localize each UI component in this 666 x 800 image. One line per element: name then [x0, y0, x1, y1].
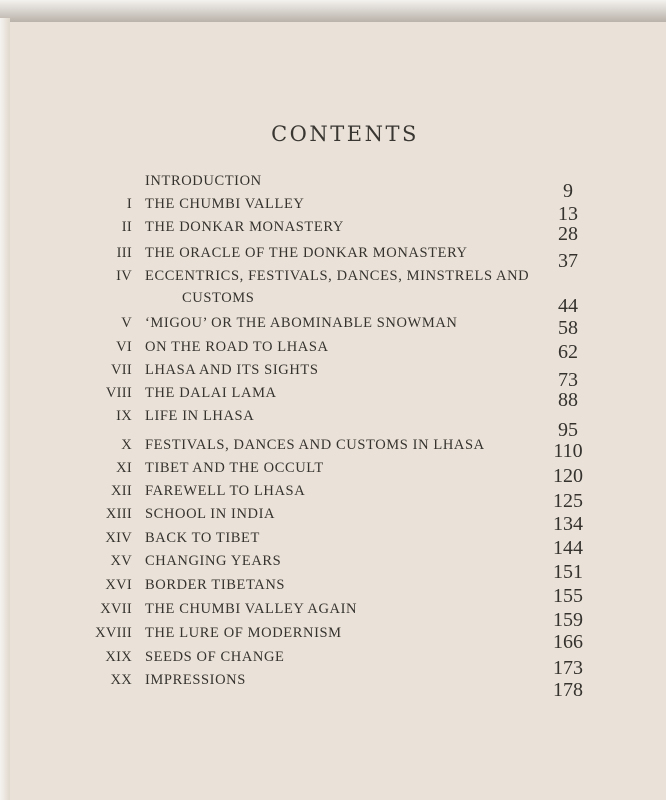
page-number: 9 [563, 180, 573, 202]
toc-entry [0, 506, 666, 535]
page-number: 28 [558, 223, 578, 245]
toc-entry [0, 196, 666, 225]
chapter-number: IX [116, 408, 132, 424]
page-top-shadow [0, 0, 666, 22]
toc-entry [0, 339, 666, 363]
toc-entry [0, 483, 666, 512]
chapter-title: CHANGING YEARS [145, 553, 282, 569]
toc-entry [0, 385, 666, 409]
toc-entry [0, 601, 666, 631]
chapter-number: X [121, 437, 132, 453]
page-number: 151 [553, 561, 583, 583]
page-number: 73 [558, 369, 578, 391]
page-number: 110 [553, 440, 583, 462]
page-number: 173 [553, 657, 583, 679]
page-number: 95 [558, 419, 578, 441]
chapter-title: THE ORACLE OF THE DONKAR MONASTERY [145, 245, 468, 261]
chapter-number: XIX [105, 649, 132, 665]
chapter-title: SCHOOL IN INDIA [145, 506, 276, 522]
chapter-title: BACK TO TIBET [145, 530, 260, 546]
chapter-title: LHASA AND ITS SIGHTS [145, 362, 319, 378]
chapter-number: XIII [105, 506, 132, 522]
chapter-title: THE LURE OF MODERNISM [145, 625, 342, 641]
chapter-number: I [126, 196, 132, 212]
toc-entry [0, 649, 666, 679]
toc-entry [0, 268, 666, 318]
toc-entry [0, 530, 666, 559]
chapter-number: II [121, 219, 132, 235]
chapter-title: FAREWELL TO LHASA [145, 483, 306, 499]
page-number: 144 [553, 537, 583, 559]
toc-entry [0, 408, 666, 441]
chapter-title: IMPRESSIONS [145, 672, 246, 688]
toc-entry [0, 245, 666, 272]
page-number: 125 [553, 490, 583, 512]
chapter-number: IV [116, 268, 132, 284]
chapter-number: XII [110, 483, 132, 499]
chapter-number: XI [116, 460, 132, 476]
chapter-title: SEEDS OF CHANGE [145, 649, 285, 665]
page-number: 155 [553, 585, 583, 607]
toc-entry [0, 553, 666, 583]
chapter-title-continued: CUSTOMS [182, 290, 255, 306]
toc-entry [0, 625, 666, 653]
chapter-title: THE DALAI LAMA [145, 385, 277, 401]
chapter-title: INTRODUCTION [145, 173, 262, 189]
chapter-title: THE CHUMBI VALLEY AGAIN [145, 601, 358, 617]
page-number: 120 [553, 465, 583, 487]
chapter-title: ON THE ROAD TO LHASA [145, 339, 329, 355]
chapter-title: ‘MIGOU’ OR THE ABOMINABLE SNOWMAN [145, 315, 458, 331]
chapter-title: LIFE IN LHASA [145, 408, 255, 424]
toc-entry [0, 437, 666, 461]
chapter-number: XIV [105, 530, 132, 546]
chapter-title: ECCENTRICS, FESTIVALS, DANCES, MINSTRELS AND [145, 268, 530, 284]
page-number: 159 [553, 609, 583, 631]
chapter-title: BORDER TIBETANS [145, 577, 286, 593]
toc-entry [0, 460, 666, 487]
chapter-title: THE CHUMBI VALLEY [145, 196, 305, 212]
chapter-number: VII [110, 362, 132, 378]
page-number: 13 [558, 203, 578, 225]
page-number: 58 [558, 317, 578, 339]
page-number: 178 [553, 679, 583, 701]
chapter-number: V [121, 315, 132, 331]
chapter-number: XVIII [95, 625, 132, 641]
toc-entry [0, 219, 666, 243]
toc-entry [0, 362, 666, 391]
toc-entry [0, 315, 666, 339]
chapter-number: VI [116, 339, 132, 355]
page-number: 37 [558, 250, 578, 272]
chapter-title: TIBET AND THE OCCULT [145, 460, 324, 476]
chapter-number: XX [110, 672, 132, 688]
chapter-number: III [116, 245, 132, 261]
page-number: 88 [558, 389, 578, 411]
page-number: 44 [558, 295, 578, 317]
toc-entry [0, 173, 666, 202]
chapter-number: XVII [100, 601, 132, 617]
chapter-number: XV [110, 553, 132, 569]
chapter-title: FESTIVALS, DANCES AND CUSTOMS IN LHASA [145, 437, 485, 453]
page-title: CONTENTS [271, 122, 419, 146]
chapter-number: VIII [105, 385, 132, 401]
page-number: 166 [553, 631, 583, 653]
chapter-title: THE DONKAR MONASTERY [145, 219, 344, 235]
chapter-number: XVI [105, 577, 132, 593]
page-number: 62 [558, 341, 578, 363]
page-number: 134 [553, 513, 583, 535]
toc-entry [0, 672, 666, 701]
toc-entry [0, 577, 666, 607]
